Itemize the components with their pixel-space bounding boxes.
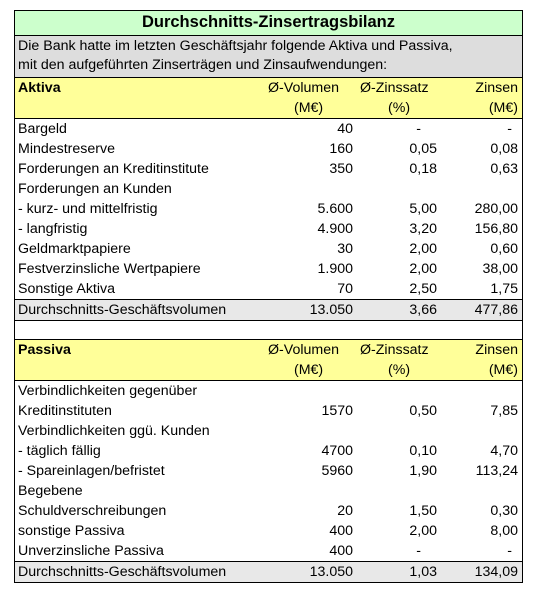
- row-interest: -: [507, 121, 512, 137]
- row-volume: 1.900: [317, 261, 353, 277]
- col-interest-unit: (M€): [488, 362, 518, 378]
- row-rate: -: [416, 543, 421, 559]
- row-rate: 0,18: [409, 161, 437, 177]
- col-rate-header: Ø-Zinssatz: [360, 342, 429, 358]
- row-volume: 4.900: [317, 221, 353, 237]
- table-row: [15, 401, 522, 421]
- row-rate: 0,10: [409, 443, 437, 459]
- balance-sheet: [14, 10, 523, 583]
- table-row: [15, 441, 522, 461]
- intro-text: [15, 35, 522, 77]
- row-label: Bargeld: [18, 121, 67, 137]
- sum-label: Durchschnitts-Geschäftsvolumen: [18, 564, 227, 580]
- row-interest: 1,75: [490, 281, 518, 297]
- passiva-section: [15, 339, 522, 582]
- table-row: [15, 521, 522, 541]
- row-volume: 4700: [321, 443, 353, 459]
- row-rate: 5,00: [409, 201, 437, 217]
- intro-line: Die Bank hatte im letzten Geschäftsjahr folgende Aktiva und Passiva,: [18, 38, 453, 54]
- row-volume: 400: [329, 523, 353, 539]
- sum-rate: 3,66: [409, 302, 437, 318]
- row-volume: 70: [337, 281, 353, 297]
- col-volume-header: Ø-Volumen: [268, 342, 339, 358]
- row-interest: 280,00: [474, 201, 518, 217]
- row-label: Schuldverschreibungen: [18, 503, 167, 519]
- row-label: Festverzinsliche Wertpapiere: [18, 261, 201, 277]
- row-label: Verbindlichkeiten gegenüber: [18, 383, 198, 399]
- table-row: [15, 421, 522, 441]
- row-rate: 3,20: [409, 221, 437, 237]
- row-label: - langfristig: [18, 221, 88, 237]
- row-rate: 2,00: [409, 241, 437, 257]
- row-interest: 156,80: [474, 221, 518, 237]
- row-label: - täglich fällig: [18, 443, 101, 459]
- passiva-header-label: Passiva: [18, 342, 71, 358]
- col-rate-header: Ø-Zinssatz: [360, 80, 429, 96]
- row-label: Geldmarktpapiere: [18, 241, 131, 257]
- table-row: [15, 139, 522, 159]
- row-volume: 350: [329, 161, 353, 177]
- row-rate: -: [416, 121, 421, 137]
- row-label: - kurz- und mittelfristig: [18, 201, 158, 217]
- passiva-units-row: [15, 360, 522, 381]
- row-interest: -: [507, 543, 512, 559]
- col-interest-header: Zinsen: [475, 80, 518, 96]
- table-row: [15, 179, 522, 199]
- row-interest: 38,00: [482, 261, 518, 277]
- row-volume: 5960: [321, 463, 353, 479]
- row-volume: 5.600: [317, 201, 353, 217]
- intro-line: mit den aufgeführten Zinserträgen und Zinsaufwendungen:: [18, 57, 388, 73]
- col-rate-unit: (%): [388, 100, 411, 116]
- table-row: [15, 219, 522, 239]
- row-volume: 40: [337, 121, 353, 137]
- sum-label: Durchschnitts-Geschäftsvolumen: [18, 302, 227, 318]
- sum-rate: 1,03: [409, 564, 437, 580]
- row-rate: 0,50: [409, 403, 437, 419]
- row-interest: 0,63: [490, 161, 518, 177]
- passiva-header-row: [15, 340, 522, 360]
- section-gap: [15, 320, 522, 339]
- aktiva-units-row: [15, 98, 522, 119]
- aktiva-section: [15, 77, 522, 320]
- table-row: [15, 461, 522, 481]
- sum-interest: 134,09: [474, 564, 518, 580]
- sheet-frame: [14, 10, 523, 583]
- row-label: Sonstige Aktiva: [18, 281, 116, 297]
- row-interest: 0,30: [490, 503, 518, 519]
- row-label: - Spareinlagen/befristet: [18, 463, 165, 479]
- row-volume: 400: [329, 543, 353, 559]
- row-label: Verbindlichkeiten ggü. Kunden: [18, 423, 210, 439]
- table-row: [15, 501, 522, 521]
- col-volume-unit: (M€): [294, 100, 324, 116]
- col-volume-unit: (M€): [294, 362, 324, 378]
- row-interest: 113,24: [475, 463, 518, 479]
- col-interest-unit: (M€): [488, 100, 518, 116]
- row-label: Forderungen an Kunden: [18, 181, 172, 197]
- table-row: [15, 199, 522, 219]
- passiva-rows: [15, 381, 522, 561]
- table-row: [15, 239, 522, 259]
- row-volume: 20: [337, 503, 353, 519]
- table-row: [15, 259, 522, 279]
- row-volume: 1570: [321, 403, 353, 419]
- aktiva-header-label: Aktiva: [18, 80, 61, 96]
- table-row: [15, 119, 522, 139]
- row-label: sonstige Passiva: [18, 523, 125, 539]
- aktiva-header-row: [15, 78, 522, 98]
- row-rate: 0,05: [409, 141, 437, 157]
- row-rate: 1,50: [409, 503, 437, 519]
- row-rate: 2,00: [409, 523, 437, 539]
- sum-volume: 13.050: [309, 302, 353, 318]
- row-label: Forderungen an Kreditinstitute: [18, 161, 209, 177]
- page-title: Durchschnitts-Zinsertragsbilanz: [15, 11, 522, 35]
- row-label: Kreditinstituten: [18, 403, 112, 419]
- table-row: [15, 481, 522, 501]
- row-interest: 0,60: [490, 241, 518, 257]
- row-rate: 1,90: [409, 463, 437, 479]
- row-label: Unverzinsliche Passiva: [18, 543, 164, 559]
- row-volume: 30: [337, 241, 353, 257]
- row-interest: 8,00: [490, 523, 518, 539]
- sum-interest: 477,86: [474, 302, 518, 318]
- col-rate-unit: (%): [388, 362, 411, 378]
- row-rate: 2,00: [409, 261, 437, 277]
- row-label: Mindestreserve: [18, 141, 115, 157]
- table-row: [15, 159, 522, 179]
- row-interest: 7,85: [490, 403, 518, 419]
- passiva-sum-row: [15, 561, 522, 582]
- table-row: [15, 279, 522, 299]
- col-interest-header: Zinsen: [475, 342, 518, 358]
- table-row: [15, 541, 522, 561]
- sum-volume: 13.050: [309, 564, 353, 580]
- aktiva-sum-row: [15, 299, 522, 320]
- row-rate: 2,50: [409, 281, 437, 297]
- row-interest: 0,08: [490, 141, 518, 157]
- aktiva-rows: [15, 119, 522, 299]
- row-volume: 160: [329, 141, 353, 157]
- row-interest: 4,70: [490, 443, 518, 459]
- col-volume-header: Ø-Volumen: [268, 80, 339, 96]
- row-label: Begebene: [18, 483, 83, 499]
- table-row: [15, 381, 522, 401]
